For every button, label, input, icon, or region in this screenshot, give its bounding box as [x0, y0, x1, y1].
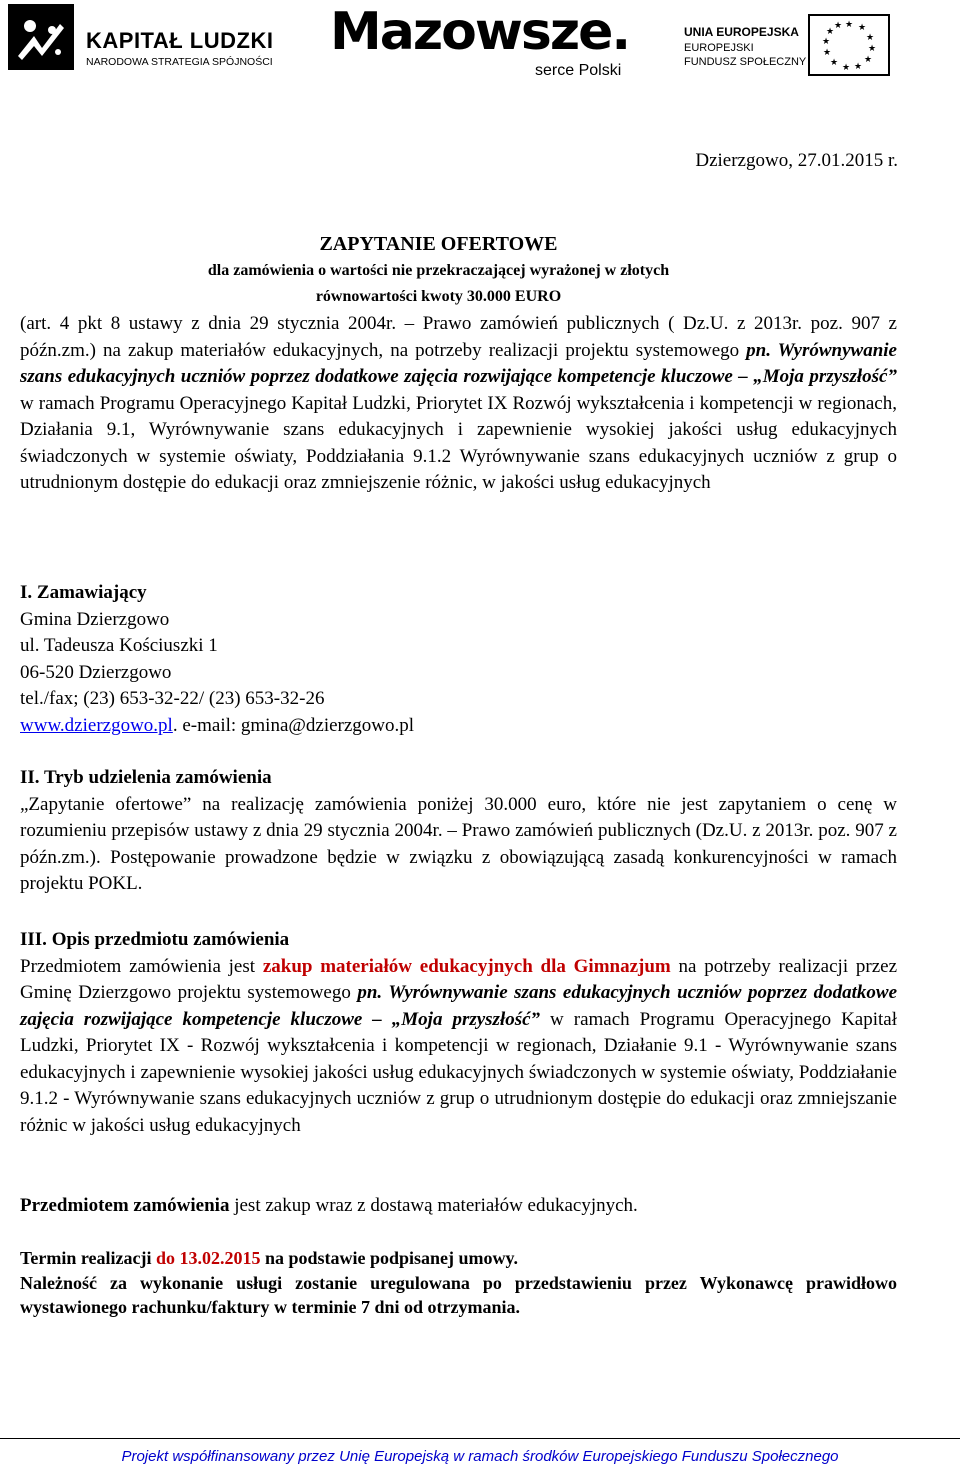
- intro-paragraph: [20, 311, 897, 497]
- ue-line3: FUNDUSZ SPOŁECZNY: [684, 56, 807, 68]
- svg-text:★: ★: [833, 20, 843, 30]
- section1-title: Zamawiający: [36, 582, 147, 603]
- svg-text:★: ★: [853, 61, 863, 71]
- title-line1: ZAPYTANIE OFERTOWE: [319, 233, 558, 255]
- section3-text-1: Przedmiotem zamówienia jest: [20, 955, 263, 977]
- header-logos: [0, 0, 960, 90]
- intro-text-2: w ramach Programu Operacyjnego Kapitał Ludzki, Priorytet IX Rozwój wykształcenia i kompetencji w regionach, Działania 9.1, Wyrównywanie szans edukacyjnych i zapewnienie wysokiej jakości usług edukacyjnych świadczonych w systemie oświaty, Poddziałania 9.1.2 Wyrównywanie szans edukacyjnych uczniów z grup o utrudnionym dostępie do edukacji oraz zmniejszenie różnic, w jakości usług edukacyjnych: [20, 392, 897, 493]
- title-line2: dla zamówienia o wartości nie przekraczającej wyrażonej w złotych: [207, 261, 670, 279]
- subject-text: jest zakup wraz z dostawą materiałów edukacyjnych.: [229, 1195, 638, 1216]
- section1-number: I.: [20, 582, 33, 603]
- svg-text:★: ★: [865, 32, 875, 42]
- section3-subject-highlight: zakup materiałów edukacyjnych dla Gimnazjum: [262, 955, 671, 977]
- svg-text:★: ★: [821, 36, 831, 46]
- term-line: [20, 1246, 897, 1270]
- payment-terms: Należność za wykonanie usługi zostanie uregulowana po przedstawieniu przez Wykonawcę prawidłowo wystawionego rachunku/faktury w terminie 7 dni od otrzymania.: [20, 1273, 897, 1317]
- mazowsze-subtitle: serce Polski: [535, 62, 622, 79]
- section3-title: Opis przedmiotu zamówienia: [51, 929, 290, 950]
- svg-text:★: ★: [857, 22, 867, 32]
- svg-text:★: ★: [844, 19, 854, 29]
- section2-number: II.: [20, 767, 40, 788]
- ue-line2: EUROPEJSKI: [684, 42, 754, 54]
- orderer-street: ul. Tadeusza Kościuszki 1: [20, 635, 218, 656]
- kapital-ludzki-subtitle: NARODOWA STRATEGIA SPÓJNOŚCI: [86, 56, 273, 68]
- subject-label: Przedmiotem zamówienia: [20, 1195, 230, 1216]
- section1-heading: [20, 580, 897, 607]
- kapital-ludzki-logo: [8, 4, 288, 76]
- svg-text:★: ★: [841, 62, 851, 72]
- section3-text-2: na potrzeby realizacji przez Gminę Dzierzgowo projektu systemowego: [20, 955, 898, 1003]
- svg-text:★: ★: [822, 47, 832, 57]
- svg-text:★: ★: [867, 43, 877, 53]
- kapital-ludzki-title: KAPITAŁ LUDZKI: [86, 28, 274, 53]
- section3-heading: [20, 927, 897, 954]
- svg-text:★: ★: [825, 26, 835, 36]
- document-title: [0, 231, 877, 311]
- subject-summary: [20, 1193, 897, 1220]
- svg-text:★: ★: [829, 57, 839, 67]
- section-orderer: [20, 580, 897, 739]
- mazowsze-wordmark: Mazowsze.: [330, 2, 630, 62]
- orderer-city: 06-520 Dzierzgowo: [20, 661, 172, 683]
- section3-text: [20, 954, 897, 1140]
- orderer-name: Gmina Dzierzgowo: [20, 608, 170, 630]
- section-procedure: [20, 765, 897, 898]
- term-rest: na podstawie podpisanej umowy.: [260, 1248, 519, 1268]
- section2-title: Tryb udzielenia zamówienia: [43, 767, 272, 788]
- orderer-contact: [20, 713, 897, 740]
- intro-text-1: (art. 4 pkt 8 ustawy z dnia 29 stycznia 2004r. – Prawo zamówień publicznych ( Dz.U. z 2013r. poz. 907 z późn.zm.) na zakup materiałów edukacyjnych, na potrzeby realizacji projektu systemowego: [20, 313, 897, 361]
- section2-text: „Zapytanie ofertowe” na realizację zamówienia poniżej 30.000 euro, które nie jest zapytaniem o cenę w rozumieniu przepisów ustawy z dnia 29 stycznia 2004r. – Prawo zamówień publicznych (Dz.U. z 2013r. poz. 907 z późn.zm.). Postępowanie prowadzone będzie w związku z obowiązującą zasadą konkurencyjności w ramach projektu POKL.: [20, 793, 897, 894]
- section2-heading: [20, 765, 897, 792]
- section3-text-3: w ramach Programu Operacyjnego Kapitał Ludzki, Priorytet IX - Rozwój wykształcenia i kompetencji w regionach, Działanie 9.1 - Wyrównywanie szans edukacyjnych i zapewnienie wysokiej jakości usług edukacyjnych świadczonych w systemie oświaty, Poddziałanie 9.1.2 - Wyrównywanie szans edukacyjnych uczniów z grup o utrudnionym dostępie do edukacji oraz zmniejszanie różnic w jakości usług edukacyjnych: [20, 1008, 897, 1136]
- footer-divider: [0, 1438, 960, 1439]
- orderer-phone: tel./fax; (23) 653-32-22/ (23) 653-32-26: [20, 688, 325, 709]
- section-subject: [20, 927, 897, 1139]
- term-date: do 13.02.2015: [155, 1248, 261, 1268]
- eu-flag-icon: [808, 14, 890, 76]
- title-line3: równowartości kwoty 30.000 EURO: [315, 288, 562, 305]
- ue-line1: UNIA EUROPEJSKA: [684, 25, 799, 39]
- website-link[interactable]: www.dzierzgowo.pl: [20, 714, 173, 736]
- term-label: Termin realizacji: [20, 1248, 156, 1268]
- orderer-email: . e-mail: gmina@dzierzgowo.pl: [172, 714, 415, 736]
- kapital-ludzki-emblem-icon: [8, 4, 74, 70]
- footer-text: Projekt współfinansowany przez Unię Europejską w ramach środków Europejskiego Funduszu Społecznego: [121, 1448, 839, 1465]
- intro-project-name: pn. Wyrównywanie szans edukacyjnych uczniów poprzez dodatkowe zajęcia rozwijające kompetencje kluczowe – „Moja przyszłość”: [20, 339, 897, 387]
- section3-project-name: pn. Wyrównywanie szans edukacyjnych uczniów poprzez dodatkowe zajęcia rozwijające kompetencje kluczowe – „Moja przyszłość”: [20, 982, 898, 1030]
- section3-number: III.: [20, 929, 47, 950]
- svg-text:★: ★: [863, 54, 873, 64]
- place-date: Dzierzgowo, 27.01.2015 r.: [695, 150, 898, 171]
- mazowsze-logo: [330, 2, 630, 82]
